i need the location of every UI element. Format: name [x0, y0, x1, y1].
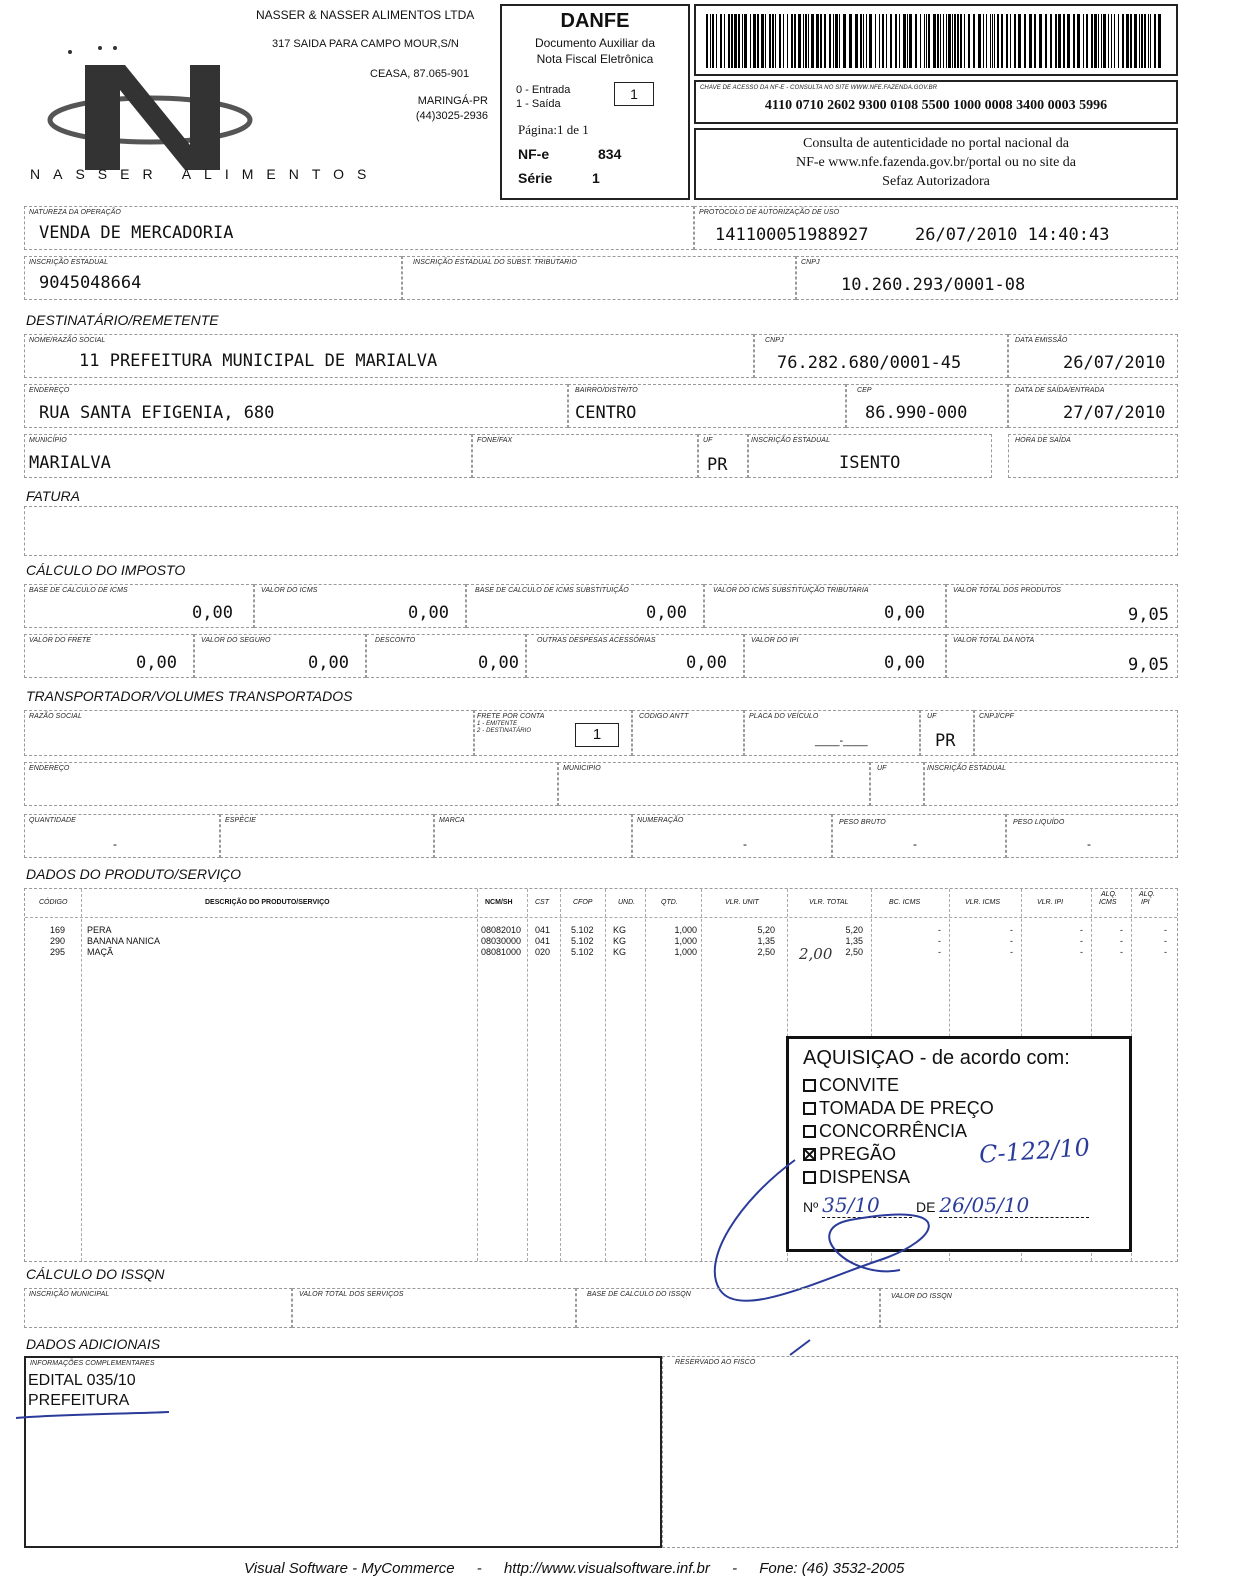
transp-antt-field: CODIGO ANTT: [632, 710, 744, 756]
issqn-im-field: INSCRIÇÃO MUNICIPAL: [24, 1288, 292, 1328]
valor-st-field: VALOR DO ICMS SUBSTITUIÇÃO TRIBUTARIA 0,00: [704, 584, 946, 628]
transportador-section-title: TRANSPORTADOR/VOLUMES TRANSPORTADOS: [26, 688, 353, 704]
chave-label: CHAVE DE ACESSO DA NF-E - CONSULTA NO SITE WWW.NFE.FAZENDA.GOV.BR: [700, 85, 938, 91]
danfe-box: [500, 4, 690, 200]
handwritten-note: 2,00: [799, 945, 833, 963]
transp-uf2-field: UF: [870, 762, 924, 806]
produtos-section-title: DADOS DO PRODUTO/SERVIÇO: [26, 866, 241, 882]
info-complementares-box: INFORMAÇÕES COMPLEMENTARES EDITAL 035/10 PREFEITURA: [24, 1356, 662, 1548]
transp-placa-field: PLACA DO VEÍCULO ____-____: [744, 710, 920, 756]
protocolo-numero: 141100051988927: [715, 225, 869, 245]
dest-emissao-field: DATA EMISSÃO 26/07/2010: [1008, 334, 1178, 378]
col-aliq-icms-2: ICMS: [1099, 899, 1117, 906]
transp-municipio-field: MUNICIPIO: [558, 762, 870, 806]
chave-value: 4110 0710 2602 9300 0108 5500 1000 0008 3400 0003 5996: [764, 98, 1108, 113]
col-aliq-icms-1: ALQ.: [1101, 891, 1117, 898]
stamp-numero: Nº 35/10 DE 26/05/10: [803, 1193, 1089, 1218]
col-ncm: NCM/SH: [485, 899, 513, 906]
protocolo-data: 26/07/2010 14:40:43: [915, 225, 1110, 245]
dest-nome-value: 11 PREFEITURA MUNICIPAL DE MARIALVA: [79, 351, 438, 371]
dest-municipio-field: MUNICÍPIO MARIALVA: [24, 434, 472, 478]
dest-nome-field: NOME/RAZÃO SOCIAL 11 PREFEITURA MUNICIPAL DE MARIALVA: [24, 334, 754, 378]
dest-hora-field: HORA DE SAÍDA: [1008, 434, 1178, 478]
base-icms-value: 0,00: [192, 603, 233, 623]
fatura-box: [24, 506, 1178, 556]
transp-frete-field: FRETE POR CONTA 1 - EMITENTE 2 - DESTINATÁRIO 1: [474, 710, 632, 756]
desconto-field: DESCONTO 0,00: [366, 634, 526, 678]
chave-box: [694, 80, 1178, 124]
info-line-2: PREFEITURA: [28, 1392, 130, 1409]
consulta-line-2: NF-e www.nfe.fazenda.gov.br/portal ou no site da: [795, 155, 1077, 170]
logo-text: NASSER ALIMENTOS: [30, 166, 380, 182]
ipi-field: VALOR DO IPI 0,00: [744, 634, 946, 678]
checkbox-icon: [803, 1102, 816, 1115]
serie-number: 1: [592, 170, 600, 186]
imposto-section-title: CÁLCULO DO IMPOSTO: [26, 562, 186, 578]
footer-software: Visual Software - MyCommerce: [244, 1560, 455, 1577]
reservado-fisco-box: RESERVADO AO FISCO: [662, 1356, 1178, 1548]
dest-uf-value: PR: [707, 455, 728, 475]
transp-cnpj-field: CNPJ/CPF: [974, 710, 1178, 756]
danfe-subtitle-1: Documento Auxiliar da: [534, 36, 656, 50]
col-vicms: VLR. ICMS: [965, 899, 1001, 906]
produtos-table: CÓDIGO DESCRIÇÃO DO PRODUTO/SERVIÇO NCM/SH CST CFOP UND. QTD. VLR. UNIT VLR. TOTAL BC. ICMS VLR. ICMS VLR. IPI ALQ. ICMS ALQ. IPI 169 PERA 08082010 041 5.102 KG 1,000 5,20 5,20 - - - - - 290 BANANA NANICA 08030000 041 5.102 KG 1,000 1,35 1,35 - - - - - 295 MAÇÃ 08081000 020 5.102 KG 1,000 2,50 2,50 - - - - - 2,00: [24, 888, 1178, 1262]
consulta-box: [694, 128, 1178, 200]
dest-uf-field: UF PR: [698, 434, 748, 478]
transp-razao-field: RAZÃO SOCIAL: [24, 710, 474, 756]
fatura-section-title: FATURA: [26, 488, 80, 504]
stamp-opt-tomada: TOMADA DE PREÇO: [803, 1098, 994, 1119]
dest-endereco-field: ENDEREÇO RUA SANTA EFIGENIA, 680: [24, 384, 568, 428]
barcode-icon: [706, 14, 1166, 68]
col-und: UND.: [618, 899, 636, 906]
stamp-opt-convite: CONVITE: [803, 1075, 899, 1096]
transp-ie-field: INSCRIÇÃO ESTADUAL: [924, 762, 1178, 806]
dest-ie-field: INSCRIÇÃO ESTADUAL ISENTO: [748, 434, 992, 478]
checkbox-icon: [803, 1079, 816, 1092]
dest-endereco-value: RUA SANTA EFIGENIA, 680: [39, 403, 275, 423]
ipi-value: 0,00: [884, 653, 925, 673]
total-produtos-value: 9,05: [1128, 605, 1169, 625]
transp-numeracao-field: NUMERAÇÃO -: [632, 814, 832, 858]
stamp-opt-dispensa: DISPENSA: [803, 1167, 910, 1188]
stamp-opt-concorrencia: CONCORRÊNCIA: [803, 1121, 967, 1142]
emitente-endereco: 317 SAIDA PARA CAMPO MOUR,S/N: [272, 38, 459, 50]
transp-uf-field: UF PR: [920, 710, 974, 756]
emitente-cnpj-value: 10.260.293/0001-08: [841, 275, 1026, 295]
valor-icms-value: 0,00: [408, 603, 449, 623]
natureza-field: NATUREZA DA OPERAÇÃO VENDA DE MERCADORIA: [24, 206, 694, 250]
dest-cnpj-field: CNPJ 76.282.680/0001-45: [754, 334, 1008, 378]
emitente-cidade: MARINGÁ-PR: [417, 95, 488, 107]
issqn-base-field: BASE DE CALCULO DO ISSQN: [576, 1288, 880, 1328]
underline-stroke-icon: [14, 1408, 174, 1422]
col-descricao: DESCRIÇÃO DO PRODUTO/SERVIÇO: [205, 899, 330, 906]
footer-url: http://www.visualsoftware.inf.br: [503, 1560, 710, 1577]
consulta-line-3: Sefaz Autorizadora: [882, 174, 990, 189]
dest-emissao-value: 26/07/2010: [1063, 353, 1166, 373]
adicionais-section-title: DADOS ADICIONAIS: [26, 1336, 161, 1352]
natureza-value: VENDA DE MERCADORIA: [39, 223, 234, 243]
barcode-box: [694, 4, 1178, 76]
nasser-logo-icon: [40, 30, 260, 175]
valor-st-value: 0,00: [884, 603, 925, 623]
frete-field: VALOR DO FRETE 0,00: [24, 634, 194, 678]
col-qtd: QTD.: [661, 899, 678, 906]
total-nota-field: VALOR TOTAL DA NOTA 9,05: [946, 634, 1178, 678]
emitente-bairro-cep: CEASA, 87.065-901: [370, 68, 470, 80]
dest-bairro-field: BAIRRO/DISTRITO CENTRO: [568, 384, 846, 428]
transp-quantidade-field: QUANTIDADE -: [24, 814, 220, 858]
issqn-servicos-field: VALOR TOTAL DOS SERVIÇOS: [292, 1288, 576, 1328]
dest-cnpj-value: 76.282.680/0001-45: [777, 353, 962, 373]
dest-saida-field: DATA DE SAÍDA/ENTRADA 27/07/2010: [1008, 384, 1178, 428]
emitente-cnpj-field: CNPJ 10.260.293/0001-08: [796, 256, 1178, 300]
outras-value: 0,00: [686, 653, 727, 673]
transp-liquido-field: PESO LIQUÍDO -: [1006, 814, 1178, 858]
danfe-entrada: 0 - Entrada: [516, 84, 571, 96]
valor-icms-field: VALOR DO ICMS 0,00: [254, 584, 466, 628]
dest-bairro-value: CENTRO: [575, 403, 637, 423]
iest-field: INSCRIÇÃO ESTADUAL DO SUBST. TRIBUTARIO: [402, 256, 796, 300]
col-cst: CST: [535, 899, 549, 906]
info-line-1: EDITAL 035/10: [28, 1372, 136, 1389]
transp-frete-value: 1: [575, 723, 619, 747]
serie-label: Série: [518, 170, 553, 186]
outras-field: OUTRAS DESPESAS ACESSÓRIAS 0,00: [526, 634, 744, 678]
emitente-telefone: (44)3025-2936: [415, 110, 488, 122]
stamp-hand-code: C-122/10: [978, 1133, 1091, 1169]
transp-placa-value: ____-____: [815, 735, 868, 747]
seguro-field: VALOR DO SEGURO 0,00: [194, 634, 366, 678]
dest-ie-value: ISENTO: [839, 453, 901, 473]
dest-saida-value: 27/07/2010: [1063, 403, 1166, 423]
consulta-line-1: Consulta de autenticidade no portal nacional da: [803, 136, 1069, 151]
transp-uf-value: PR: [935, 731, 956, 751]
stamp-title: AQUISIÇAO - de acordo com:: [803, 1047, 1070, 1069]
footer-fone: Fone: (46) 3532-2005: [759, 1560, 905, 1577]
ie-value: 9045048664: [39, 273, 142, 293]
nfe-label: NF-e: [518, 146, 550, 162]
stamp-opt-pregao: PREGÃO: [803, 1144, 896, 1165]
emitente-nome: NASSER & NASSER ALIMENTOS LTDA: [256, 8, 475, 22]
total-nota-value: 9,05: [1128, 655, 1169, 675]
transp-endereco-field: ENDEREÇO: [24, 762, 558, 806]
nfe-number: 834: [598, 146, 622, 162]
ie-field: INSCRIÇÃO ESTADUAL 9045048664: [24, 256, 402, 300]
danfe-pagina: Página:1 de 1: [518, 122, 589, 137]
dest-municipio-value: MARIALVA: [29, 453, 111, 473]
destinatario-section-title: DESTINATÁRIO/REMETENTE: [26, 312, 219, 328]
frete-value: 0,00: [136, 653, 177, 673]
danfe-saida: 1 - Saída: [516, 98, 561, 110]
issqn-section-title: CÁLCULO DO ISSQN: [26, 1266, 165, 1282]
danfe-subtitle-2: Nota Fiscal Eletrônica: [536, 52, 654, 66]
footer: Visual Software - MyCommerce - http://www.visualsoftware.inf.br - Fone: (46) 3532-2005: [244, 1560, 905, 1577]
issqn-valor-field: VALOR DO ISSQN: [880, 1288, 1178, 1328]
transp-especie-field: ESPÉCIE: [220, 814, 434, 858]
col-vunit: VLR. UNIT: [725, 899, 759, 906]
danfe-title: DANFE: [560, 10, 630, 32]
transp-marca-field: MARCA: [434, 814, 632, 858]
protocolo-field: PROTOCOLO DE AUTORIZAÇÃO DE USO 141100051988927 26/07/2010 14:40:43: [694, 206, 1178, 250]
col-codigo: CÓDIGO: [39, 899, 68, 906]
base-st-value: 0,00: [646, 603, 687, 623]
col-cfop: CFOP: [573, 899, 593, 906]
col-aliq-ipi-1: ALQ.: [1139, 891, 1155, 898]
base-icms-field: BASE DE CALCULO DE ICMS 0,00: [24, 584, 254, 628]
col-vipi: VLR. IPI: [1037, 899, 1064, 906]
dest-fone-field: FONE/FAX: [472, 434, 698, 478]
col-bcicms: BC. ICMS: [889, 899, 921, 906]
desconto-value: 0,00: [478, 653, 519, 673]
col-aliq-ipi-2: IPI: [1141, 899, 1150, 906]
col-vtotal: VLR. TOTAL: [809, 899, 849, 906]
transp-bruto-field: PESO BRUTO -: [832, 814, 1006, 858]
dest-cep-value: 86.990-000: [865, 403, 968, 423]
checkbox-icon: [803, 1125, 816, 1138]
base-st-field: BASE DE CALCULO DE ICMS SUBSTITUIÇÃO 0,00: [466, 584, 704, 628]
danfe-tipo: 1: [614, 82, 654, 106]
dest-cep-field: CEP 86.990-000: [846, 384, 1008, 428]
total-produtos-field: VALOR TOTAL DOS PRODUTOS 9,05: [946, 584, 1178, 628]
seguro-value: 0,00: [308, 653, 349, 673]
